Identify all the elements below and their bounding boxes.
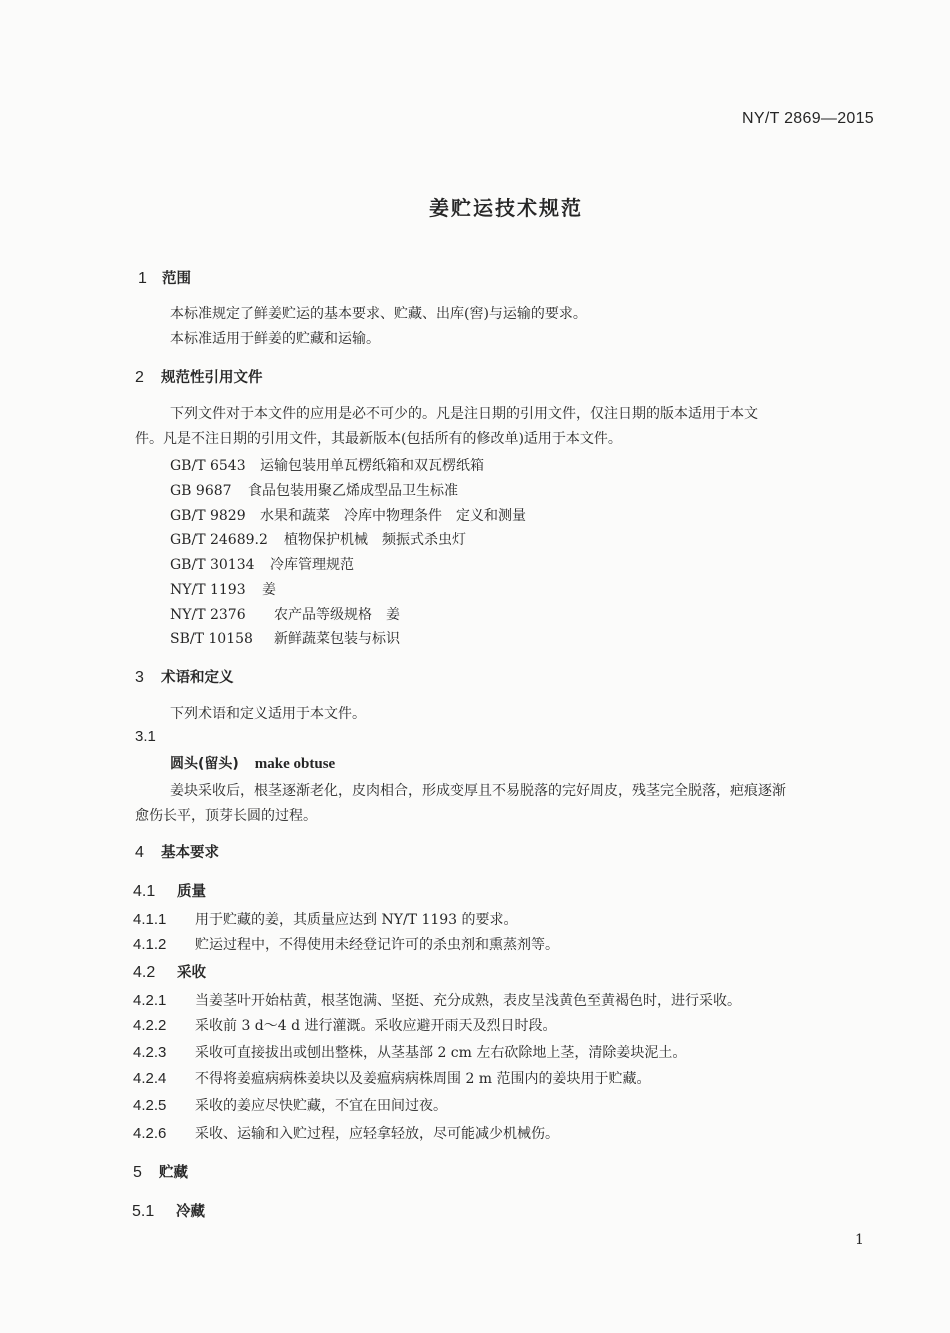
subsection-title: 质量 <box>177 884 206 900</box>
standard-code: NY/T 2869—2015 <box>742 110 874 127</box>
reference-title: 农产品等级规格 姜 <box>274 607 400 623</box>
reference-item <box>170 480 458 500</box>
clause-number: 4.2.2 <box>133 1017 167 1034</box>
section-3-heading <box>135 666 234 687</box>
clause-number: 4.2.5 <box>133 1097 167 1114</box>
clause-number: 4.2.1 <box>133 992 167 1009</box>
clause-number: 4.2.6 <box>133 1125 167 1142</box>
paragraph: 本标准适用于鲜姜的贮藏和运输。 <box>170 331 380 347</box>
clause-text: 贮运过程中，不得使用未经登记许可的杀虫剂和熏蒸剂等。 <box>195 937 559 953</box>
clause-4-2-2 <box>133 1015 557 1035</box>
section-title: 基本要求 <box>161 845 219 861</box>
section-4-heading <box>135 841 219 862</box>
section-title: 规范性引用文件 <box>161 370 263 386</box>
subsection-title: 采收 <box>177 965 206 981</box>
subsection-number: 4.2 <box>133 964 156 981</box>
clause-text: 不得将姜瘟病病株姜块以及姜瘟病病株周围 2 m 范围内的姜块用于贮藏。 <box>195 1071 651 1087</box>
reference-code: GB/T 6543 <box>170 458 246 474</box>
subsection-title: 冷藏 <box>176 1204 205 1220</box>
reference-title: 水果和蔬菜 冷库中物理条件 定义和测量 <box>260 508 526 524</box>
reference-title: 冷库管理规范 <box>270 557 354 573</box>
clause-4-2-5 <box>133 1095 447 1115</box>
clause-4-2-1 <box>133 990 741 1010</box>
reference-code: GB/T 24689.2 <box>170 532 268 548</box>
clause-number: 4.2.3 <box>133 1044 167 1061</box>
reference-code: GB/T 30134 <box>170 557 255 573</box>
reference-code: GB/T 9829 <box>170 508 246 524</box>
section-title: 术语和定义 <box>161 670 234 686</box>
paragraph: 下列术语和定义适用于本文件。 <box>170 706 366 722</box>
term-english: make obtuse <box>254 756 336 772</box>
reference-item <box>170 455 484 475</box>
reference-code: NY/T 2376 <box>170 607 246 623</box>
reference-title: 新鲜蔬菜包装与标识 <box>274 631 400 647</box>
reference-code: SB/T 10158 <box>170 631 253 647</box>
section-title: 范围 <box>162 271 191 287</box>
page-number: 1 <box>855 1232 864 1248</box>
clause-text: 用于贮藏的姜，其质量应达到 NY/T 1193 的要求。 <box>195 912 518 928</box>
reference-item <box>170 604 400 624</box>
clause-4-1-1 <box>133 909 518 929</box>
paragraph: 本标准规定了鲜姜贮运的基本要求、贮藏、出库(窖)与运输的要求。 <box>170 306 587 322</box>
reference-code: GB 9687 <box>170 483 232 499</box>
paragraph-line: 件。凡是不注日期的引用文件，其最新版本(包括所有的修改单)适用于本文件。 <box>135 431 622 447</box>
document-title: 姜贮运技术规范 <box>429 196 583 220</box>
subsection-number: 4.1 <box>133 883 156 900</box>
section-number: 5 <box>133 1164 142 1181</box>
definition-line: 姜块采收后，根茎逐渐老化，皮肉相合，形成变厚且不易脱落的完好周皮，残茎完全脱落，疤痕逐渐 <box>170 783 786 799</box>
reference-item <box>170 505 526 525</box>
section-1-heading <box>138 267 191 288</box>
subsection-number: 5.1 <box>132 1203 155 1220</box>
clause-text: 采收的姜应尽快贮藏，不宜在田间过夜。 <box>195 1098 447 1114</box>
clause-number: 3.1 <box>135 728 156 745</box>
term-chinese: 圆头(留头) <box>170 756 239 772</box>
clause-4-2-6 <box>133 1123 559 1143</box>
clause-text: 采收、运输和入贮过程，应轻拿轻放，尽可能减少机械伤。 <box>195 1126 559 1142</box>
section-number: 2 <box>135 369 144 386</box>
subsection-5-1-heading <box>132 1200 205 1221</box>
subsection-4-2-heading <box>133 961 206 982</box>
clause-4-1-2 <box>133 934 559 954</box>
section-title: 贮藏 <box>159 1165 188 1181</box>
reference-title: 植物保护机械 频振式杀虫灯 <box>284 532 466 548</box>
reference-title: 运输包装用单瓦楞纸箱和双瓦楞纸箱 <box>260 458 484 474</box>
subsection-4-1-heading <box>133 880 206 901</box>
paragraph-line: 下列文件对于本文件的应用是必不可少的。凡是注日期的引用文件，仅注日期的版本适用于本文 <box>170 406 758 422</box>
section-number: 3 <box>135 669 144 686</box>
reference-code: NY/T 1193 <box>170 582 246 598</box>
definition-line: 愈伤长平，顶芽长圆的过程。 <box>135 808 317 824</box>
term-number <box>135 728 197 745</box>
section-2-heading <box>135 366 263 387</box>
clause-text: 当姜茎叶开始枯黄，根茎饱满、坚挺、充分成熟，表皮呈浅黄色至黄褐色时，进行采收。 <box>195 993 741 1009</box>
reference-item <box>170 529 466 549</box>
clause-text: 采收可直接拔出或刨出整株，从茎基部 2 cm 左右砍除地上茎，清除姜块泥土。 <box>195 1045 687 1061</box>
clause-number: 4.1.2 <box>133 936 167 953</box>
term-heading <box>170 753 335 773</box>
reference-title: 姜 <box>262 582 276 598</box>
reference-title: 食品包装用聚乙烯成型品卫生标准 <box>248 483 458 499</box>
section-number: 4 <box>135 844 144 861</box>
reference-item <box>170 628 400 648</box>
clause-4-2-3 <box>133 1042 686 1062</box>
reference-item <box>170 554 354 574</box>
section-number: 1 <box>138 270 147 287</box>
reference-item <box>170 579 276 599</box>
clause-number: 4.2.4 <box>133 1070 167 1087</box>
section-5-heading <box>133 1161 188 1182</box>
clause-number: 4.1.1 <box>133 911 167 928</box>
clause-4-2-4 <box>133 1068 651 1088</box>
clause-text: 采收前 3 d～4 d 进行灌溉。采收应避开雨天及烈日时段。 <box>195 1018 557 1034</box>
